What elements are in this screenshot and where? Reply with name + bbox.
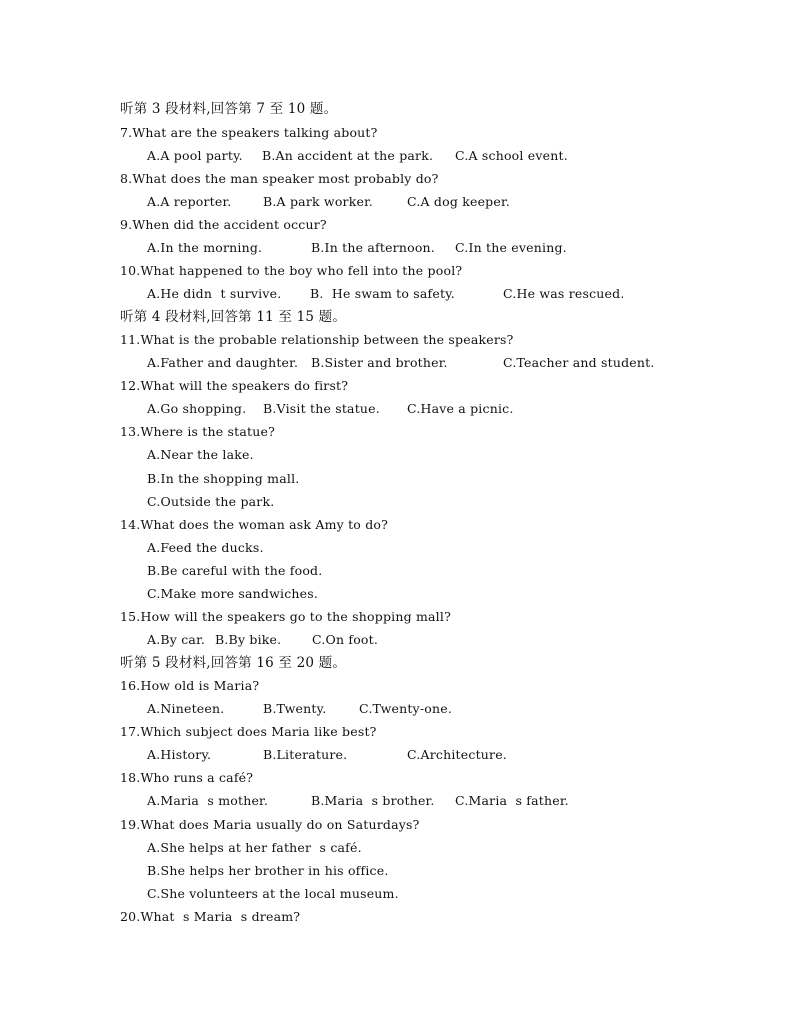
question-8-options bbox=[147, 193, 510, 211]
question-7-stem: 7.What are the speakers talking about? bbox=[120, 125, 378, 140]
question-10-options bbox=[147, 285, 625, 303]
question-15-options bbox=[147, 631, 378, 649]
section-header: 听第 4 段材料,回答第 11 至 15 题。 bbox=[120, 309, 347, 325]
question-10-stem: 10.What happened to the boy who fell into the pool? bbox=[120, 263, 463, 278]
option-a[interactable]: A.He didn t survive. bbox=[147, 286, 282, 301]
option-b[interactable]: B.An accident at the park. bbox=[262, 148, 434, 163]
question-11-stem: 11.What is the probable relationship between the speakers? bbox=[120, 332, 514, 347]
option-b[interactable]: B.In the shopping mall. bbox=[147, 471, 300, 486]
option-a[interactable]: A.In the morning. bbox=[147, 240, 263, 255]
option-c[interactable]: C.Have a picnic. bbox=[407, 401, 514, 416]
question-9-stem: 9.When did the accident occur? bbox=[120, 217, 327, 232]
question-15-stem: 15.How will the speakers go to the shopping mall? bbox=[120, 609, 451, 624]
section-header: 听第 3 段材料,回答第 7 至 10 题。 bbox=[120, 101, 338, 117]
option-c[interactable]: C.Outside the park. bbox=[147, 494, 275, 509]
option-c[interactable]: C.Maria s father. bbox=[455, 793, 569, 808]
option-a[interactable]: A.By car. bbox=[147, 632, 206, 647]
option-b[interactable]: B. He swam to safety. bbox=[310, 286, 455, 301]
question-14-stem: 14.What does the woman ask Amy to do? bbox=[120, 517, 389, 532]
option-a[interactable]: A.Go shopping. bbox=[147, 401, 247, 416]
option-b[interactable]: B.She helps her brother in his office. bbox=[147, 863, 389, 878]
option-b[interactable]: B.Twenty. bbox=[263, 701, 327, 716]
question-12-stem: 12.What will the speakers do first? bbox=[120, 378, 349, 393]
question-8-stem: 8.What does the man speaker most probably do? bbox=[120, 171, 439, 186]
option-a[interactable]: A.A pool party. bbox=[147, 148, 243, 163]
question-17-stem: 17.Which subject does Maria like best? bbox=[120, 724, 377, 739]
option-b[interactable]: B.Literature. bbox=[263, 747, 348, 762]
option-b[interactable]: B.In the afternoon. bbox=[311, 240, 435, 255]
question-12-options bbox=[147, 400, 514, 418]
question-7-options bbox=[147, 147, 568, 165]
question-17-options bbox=[147, 746, 507, 764]
option-b[interactable]: B.By bike. bbox=[215, 632, 282, 647]
option-a[interactable]: A.She helps at her father s café. bbox=[147, 840, 362, 855]
option-b[interactable]: B.A park worker. bbox=[263, 194, 374, 209]
question-9-options bbox=[147, 239, 567, 257]
option-a[interactable]: A.Near the lake. bbox=[147, 447, 254, 462]
option-c[interactable]: C.Architecture. bbox=[407, 747, 507, 762]
option-b[interactable]: B.Visit the statue. bbox=[263, 401, 380, 416]
option-c[interactable]: C.In the evening. bbox=[455, 240, 567, 255]
option-c[interactable]: C.A school event. bbox=[455, 148, 568, 163]
question-19-stem: 19.What does Maria usually do on Saturdays? bbox=[120, 817, 420, 832]
option-b[interactable]: B.Be careful with the food. bbox=[147, 563, 323, 578]
question-18-stem: 18.Who runs a café? bbox=[120, 770, 254, 785]
question-16-options bbox=[147, 700, 452, 718]
option-a[interactable]: A.History. bbox=[147, 747, 212, 762]
option-c[interactable]: C.Teacher and student. bbox=[503, 355, 655, 370]
question-16-stem: 16.How old is Maria? bbox=[120, 678, 260, 693]
option-c[interactable]: C.On foot. bbox=[312, 632, 379, 647]
option-b[interactable]: B.Sister and brother. bbox=[311, 355, 448, 370]
option-c[interactable]: C.Make more sandwiches. bbox=[147, 586, 319, 601]
section-header: 听第 5 段材料,回答第 16 至 20 题。 bbox=[120, 655, 347, 671]
option-a[interactable]: A.Maria s mother. bbox=[147, 793, 269, 808]
option-b[interactable]: B.Maria s brother. bbox=[311, 793, 435, 808]
question-18-options bbox=[147, 792, 569, 810]
option-c[interactable]: C.A dog keeper. bbox=[407, 194, 510, 209]
question-20-stem: 20.What s Maria s dream? bbox=[120, 909, 301, 924]
question-13-stem: 13.Where is the statue? bbox=[120, 424, 276, 439]
option-c[interactable]: C.She volunteers at the local museum. bbox=[147, 886, 399, 901]
option-a[interactable]: A.Feed the ducks. bbox=[147, 540, 264, 555]
option-c[interactable]: C.Twenty-one. bbox=[359, 701, 452, 716]
question-11-options bbox=[147, 354, 655, 372]
option-c[interactable]: C.He was rescued. bbox=[503, 286, 625, 301]
option-a[interactable]: A.Father and daughter. bbox=[147, 355, 299, 370]
option-a[interactable]: A.A reporter. bbox=[147, 194, 232, 209]
option-a[interactable]: A.Nineteen. bbox=[147, 701, 225, 716]
